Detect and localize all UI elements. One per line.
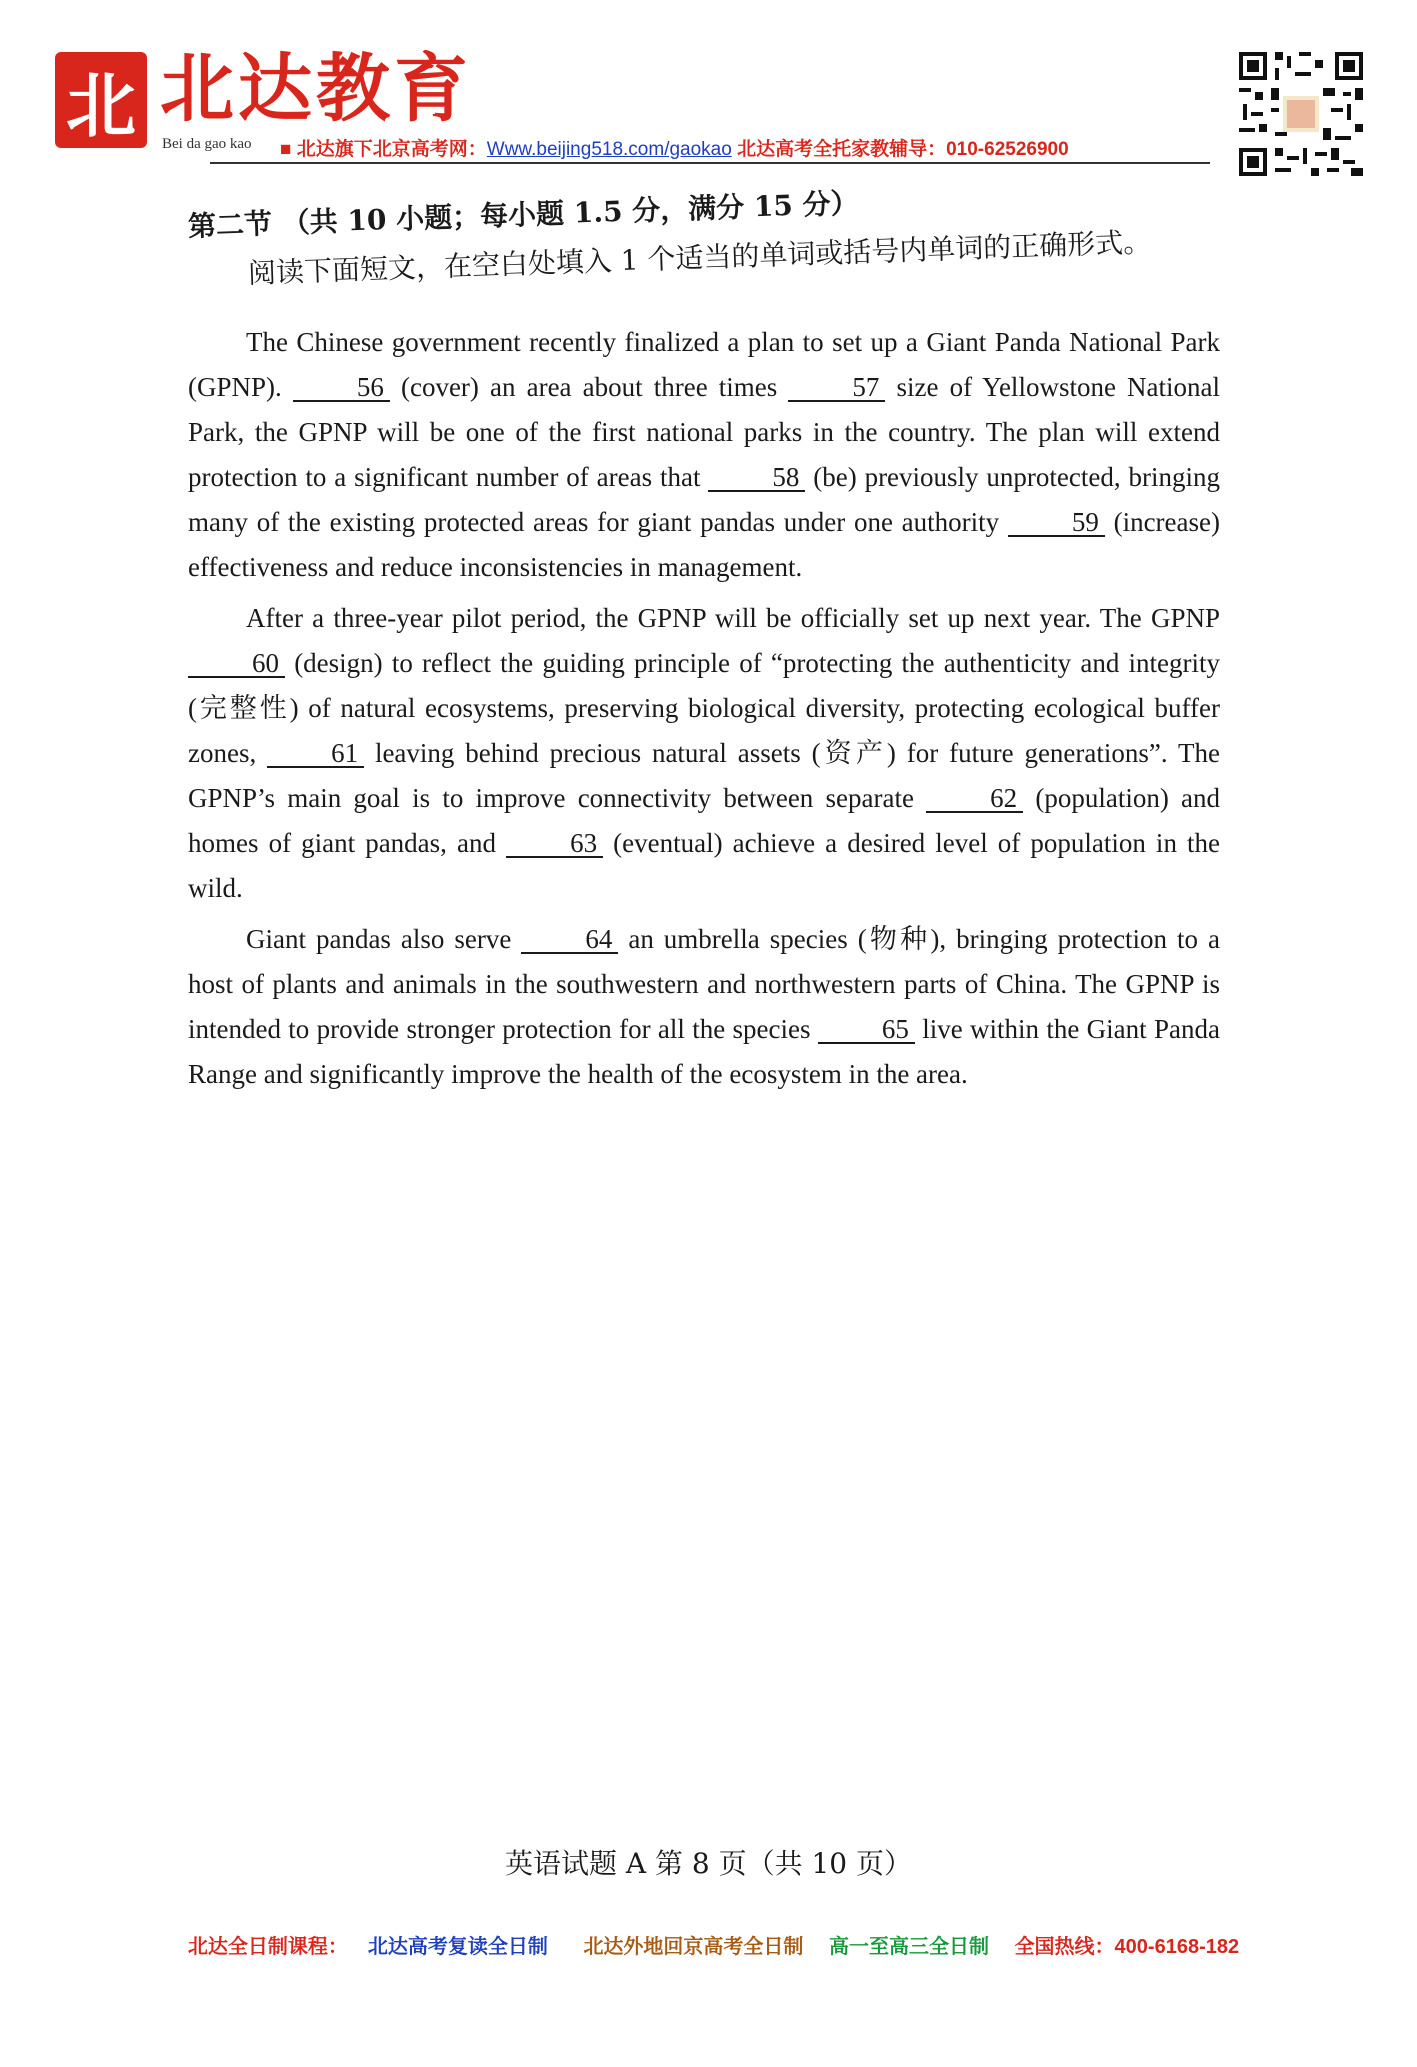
brand-logo-pinyin: Bei da gao kao: [162, 136, 252, 152]
footer-course-2: 北达外地回京高考全日制: [583, 1936, 804, 1958]
blank-57[interactable]: 57: [788, 374, 885, 402]
blank-60[interactable]: 60: [188, 650, 285, 678]
section-title: 第二节 （共 10 小题；每小题 1.5 分，满分 15 分）: [187, 186, 860, 243]
footer-ad-bar: [0, 1930, 1417, 1959]
cloze-passage: [188, 320, 1220, 1097]
blank-64[interactable]: 64: [521, 926, 618, 954]
footer-hotline: 全国热线：400-6168-182: [1014, 1936, 1240, 1958]
brand-logo-name: 北达教育: [160, 46, 472, 132]
blank-65[interactable]: 65: [818, 1016, 915, 1044]
footer-course-3: 高一至高三全日制: [829, 1936, 989, 1958]
gaokao-link[interactable]: Www.beijing518.com/gaokao: [486, 139, 732, 160]
blank-61[interactable]: 61: [267, 740, 364, 768]
paragraph-1: The Chinese government recently finalized a plan to set up a Giant Panda National Park (GPNP). 56 (cover) an area about three times 57 size of Yellowstone National Park, the GPNP will be one of the first national parks in the country. The plan will extend protection to a significant number of areas that 58 (be) previously unprotected, bringing many of the existing protected areas for giant pandas under one authority 59 (increase) effectiveness and reduce inconsistencies in management.: [188, 327, 1221, 582]
blank-63[interactable]: 63: [506, 830, 603, 858]
header-divider: [210, 162, 1210, 164]
header-tagline: [280, 134, 1069, 161]
page-number: 英语试题 A 第 8 页（共 10 页）: [504, 1847, 913, 1880]
blank-59[interactable]: 59: [1008, 509, 1105, 537]
qr-code-icon: [1235, 48, 1367, 180]
blank-58[interactable]: 58: [708, 464, 805, 492]
logo-char: 北: [66, 63, 136, 147]
brand-logo-mark: [55, 52, 147, 148]
section-instruction: 阅读下面短文，在空白处填入 1 个适当的单词或括号内单词的正确形式。: [247, 225, 1152, 290]
paragraph-2: After a three-year pilot period, the GPNP will be officially set up next year. The GPNP 60 (design) to reflect the guiding principle of “protecting the authenticity and integrity (完整性) of natural ecosystems, preserving biological diversity, protecting ecological buffer zones, 61 leaving behind precious natural assets (资产) for future generations”. The GPNP’s main goal is to improve connectivity between separate 62 (population) and homes of giant pandas, and 63 (eventual) achieve a desired level of population in the wild.: [188, 603, 1220, 903]
tagline-prefix: 北达旗下北京高考网：: [296, 139, 487, 160]
bullet-icon: ■: [280, 139, 292, 160]
blank-62[interactable]: 62: [926, 785, 1023, 813]
footer-courses-label: 北达全日制课程： 北达高考复读全日制: [187, 1936, 548, 1958]
paragraph-3: Giant pandas also serve 64 an umbrella species (物种), bringing protection to a host of plants and animals in the southwestern and northwestern parts of China. The GPNP is intended to provide stronger protection for all the species 65 live within the Giant Panda Range and significantly improve the health of the ecosystem in the area.: [188, 924, 1221, 1089]
blank-56[interactable]: 56: [293, 374, 390, 402]
tagline-suffix: 北达高考全托家教辅导：010-62526900: [737, 139, 1069, 160]
